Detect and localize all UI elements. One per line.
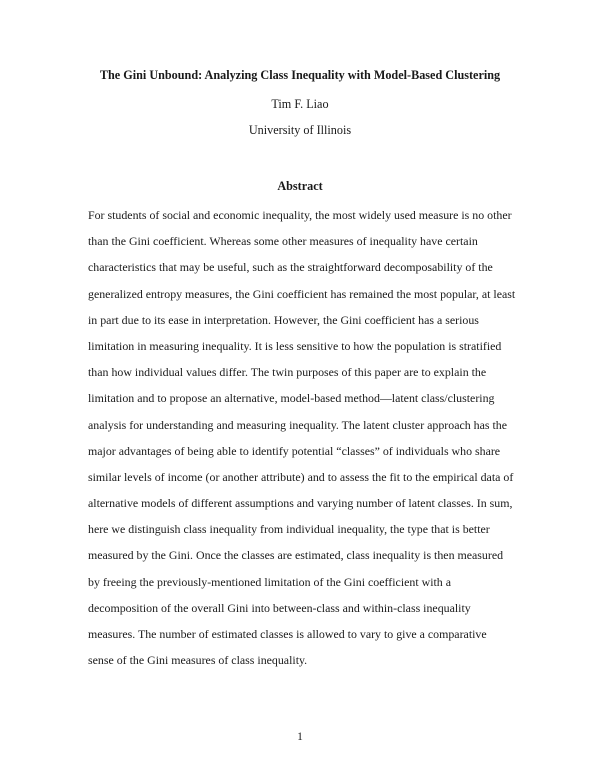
abstract-line: alternative models of different assumptions and varying number of latent classes. In sum, bbox=[88, 496, 513, 511]
author-name: Tim F. Liao bbox=[271, 97, 329, 111]
abstract-line: For students of social and economic inequality, the most widely used measure is no other bbox=[88, 208, 512, 222]
abstract-line: generalized entropy measures, the Gini coefficient has remained the most popular, at least bbox=[88, 286, 516, 301]
abstract-line: major advantages of being able to identify potential “classes” of individuals who share bbox=[88, 443, 501, 458]
abstract-line: than how individual values differ. The twin purposes of this paper are to explain the bbox=[88, 365, 487, 380]
abstract-line: sense of the Gini measures of class inequality. bbox=[88, 653, 308, 668]
abstract-line: in part due to its ease in interpretation. However, the Gini coefficient has a serious bbox=[88, 312, 479, 327]
abstract-line: than the Gini coefficient. Whereas some other measures of inequality have certain bbox=[88, 234, 478, 249]
page-number: 1 bbox=[297, 731, 303, 743]
abstract-body bbox=[88, 202, 528, 673]
abstract-line: characteristics that may be useful, such as the straightforward decomposability of the bbox=[88, 260, 493, 275]
abstract-heading: Abstract bbox=[277, 179, 323, 193]
abstract-line: similar levels of income (or another attribute) and to assess the fit to the empirical data of bbox=[88, 469, 514, 484]
abstract-line: measured by the Gini. Once the classes are estimated, class inequality is then measured bbox=[88, 548, 504, 563]
abstract-line: limitation and to propose an alternative, model-based method—latent class/clustering bbox=[88, 391, 495, 406]
paper-title: The Gini Unbound: Analyzing Class Inequality with Model-Based Clustering bbox=[99, 68, 501, 82]
abstract-line: decomposition of the overall Gini into between-class and within-class inequality bbox=[88, 600, 471, 615]
abstract-line: here we distinguish class inequality from individual inequality, the type that is better bbox=[88, 522, 490, 537]
author-affiliation: University of Illinois bbox=[248, 123, 352, 137]
abstract-line: measures. The number of estimated classes is allowed to vary to give a comparative bbox=[88, 627, 487, 641]
abstract-line: limitation in measuring inequality. It is less sensitive to how the population is stratified bbox=[88, 338, 502, 353]
abstract-line: analysis for understanding and measuring inequality. The latent cluster approach has the bbox=[88, 417, 508, 432]
abstract-line: by freeing the previously-mentioned limitation of the Gini coefficient with a bbox=[88, 574, 452, 589]
